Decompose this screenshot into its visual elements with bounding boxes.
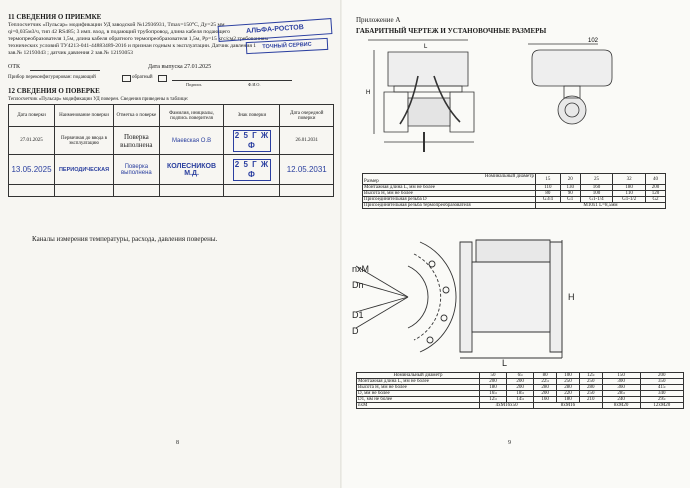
flange-label-nxm: nxM — [352, 264, 370, 274]
col-next-date: Дата очередной поверки — [280, 105, 334, 127]
row-label: Монтажная длина L, мм не более — [357, 379, 480, 385]
appendix-label: Приложение А — [356, 16, 401, 24]
cell: 200 — [507, 385, 534, 391]
row-label: Высота H, мм не более — [363, 191, 536, 197]
page-number: 9 — [508, 440, 511, 446]
cell: G1 — [560, 197, 580, 203]
flange-label-dn: Dn — [352, 280, 364, 290]
row-label: Присоединительная резьба термопреобразователя — [363, 203, 536, 209]
size-header: Размер — [363, 179, 536, 185]
company-stamp-secondary: ТОЧНЫЙ СЕРВИС — [246, 38, 329, 54]
verification-intro: Теплосчетчик «Пульсар» модификации УД поверен. Сведения приведены в таблице: — [8, 97, 189, 102]
cell: 90 — [560, 191, 580, 197]
cell: 240 — [602, 397, 640, 403]
cell-next-date: 26.01.2031 — [280, 127, 334, 155]
cell: 200 — [534, 391, 557, 397]
right-page — [342, 0, 690, 488]
dim-label-H2: H — [568, 292, 575, 302]
cell: 360 — [602, 385, 640, 391]
col-date: Дата поверки — [9, 105, 55, 127]
dn-cell: 125 — [579, 373, 602, 379]
signature-caption: Подпись — [186, 82, 202, 87]
table-row-empty — [9, 185, 334, 197]
acceptance-line: зав.№ 12193043 ; датчик давления 2 зав.№ 12193053 — [8, 50, 133, 56]
dn-cell: 32 — [613, 174, 646, 185]
drawing-title: ГАБАРИТНЫЙ ЧЕРТЕЖ И УСТАНОВОЧНЫЕ РАЗМЕРЫ — [356, 27, 547, 35]
cell: 280 — [557, 385, 580, 391]
dimensions-table-small — [362, 173, 666, 209]
cell: 8xM16 — [534, 403, 602, 409]
left-page — [0, 0, 342, 488]
cell-name: ПЕРИОДИЧЕСКАЯ — [55, 155, 114, 185]
cell: G2 — [646, 197, 666, 203]
cell: 130 — [560, 185, 580, 191]
cell: 8xM20 — [602, 403, 640, 409]
nominal-diameter-header: Номинальный диаметр — [363, 174, 536, 180]
cell: 4xM16x50 — [480, 403, 534, 409]
dim-label-H: H — [366, 90, 371, 96]
cell: 180 — [613, 185, 646, 191]
cell: 160 — [534, 397, 557, 403]
cell-mark: Поверка выполнена — [114, 127, 160, 155]
reconfigured-label: Прибор переконфигурирован: подающий — [8, 75, 96, 80]
section-12-title: 12 СВЕДЕНИЯ О ПОВЕРКЕ — [8, 87, 100, 95]
cell: 145 — [507, 397, 534, 403]
table-row — [9, 155, 334, 185]
signature-line — [30, 70, 100, 71]
cell: 285 — [602, 391, 640, 397]
cell: 200 — [646, 185, 666, 191]
page-number: 8 — [176, 440, 179, 446]
cell: 250 — [557, 379, 580, 385]
row-label: Присоединительная резьба D — [363, 197, 536, 203]
cell: 280 — [534, 385, 557, 391]
dn-cell: 200 — [640, 373, 683, 379]
dn-cell: 15 — [536, 174, 561, 185]
small-meter-drawing — [358, 36, 674, 160]
verification-mark: 2 5 Г Ж Ф — [234, 130, 270, 150]
dn-cell: 100 — [557, 373, 580, 379]
cell: 12xM20 — [640, 403, 683, 409]
flange-label-d: D — [352, 326, 359, 336]
cell: 415 — [640, 385, 683, 391]
cell-next-date: 12.05.2031 — [280, 155, 334, 185]
otk-label: ОТК — [8, 64, 20, 70]
cell: 295 — [640, 397, 683, 403]
cell: 165 — [480, 391, 507, 397]
dn-cell: 25 — [580, 174, 613, 185]
col-mark: Отметка о поверке — [114, 105, 160, 127]
cell: 280 — [579, 385, 602, 391]
cell-mark: Поверка выполнена — [114, 155, 160, 185]
cell: 180 — [480, 385, 507, 391]
col-name: Наименование поверки — [55, 105, 114, 127]
cell: G1-1/2 — [613, 197, 646, 203]
verification-header-row — [9, 105, 334, 127]
row-label: D, мм не более — [357, 391, 480, 397]
dn-cell: 65 — [507, 373, 534, 379]
row-label: Монтажная длина L, мм не более — [363, 185, 536, 191]
cell: 220 — [557, 391, 580, 397]
cell: M10x1 L=8,5мм — [536, 203, 666, 209]
cell-sign — [224, 127, 280, 155]
cell: G1-1/4 — [580, 197, 613, 203]
cell-verifier: КОЛЕСНИКОВ М.Д. — [159, 155, 224, 185]
row-label: Высота H, мм не более — [357, 385, 480, 391]
table-row — [363, 203, 666, 209]
cell-name: Первичная до ввода в эксплуатацию — [55, 127, 114, 155]
section-11-title: 11 СВЕДЕНИЯ О ПРИЕМКЕ — [8, 13, 102, 21]
verification-table — [8, 104, 334, 197]
cell: 110 — [536, 185, 561, 191]
cell: 160 — [580, 185, 613, 191]
cell: 120 — [646, 191, 666, 197]
cell-date: 27.01.2025 — [9, 127, 55, 155]
dim-label-width: 102 — [588, 38, 599, 44]
cell: 200 — [480, 379, 507, 385]
cell: 180 — [557, 397, 580, 403]
row-label: D1, мм не более — [357, 397, 480, 403]
cell-sign — [224, 155, 280, 185]
dn-cell: 40 — [646, 174, 666, 185]
nominal-diameter-header: Номинальный диаметр — [357, 373, 480, 379]
dimensions-table-large — [356, 372, 684, 409]
dn-cell: 50 — [480, 373, 507, 379]
acceptance-line: технических условий ТУ4213-041-44883489-2016 и признан годным к эксплуатации. Датчик давления 1 — [8, 43, 257, 49]
dn-cell: 150 — [602, 373, 640, 379]
table-row — [357, 403, 684, 409]
cell: 225 — [534, 379, 557, 385]
cell: 185 — [507, 391, 534, 397]
table-row — [9, 127, 334, 155]
acceptance-line: термопреобразователя 1,5м, длина кабеля обратного термопреобразователя 1,5м, Рр=15 кгс/см2 требованиям — [8, 36, 269, 42]
dim-label-L2: L — [502, 358, 508, 368]
reconfig-reverse-label: обратный — [132, 75, 153, 80]
cell: 250 — [579, 391, 602, 397]
cell: 300 — [602, 379, 640, 385]
cell: 200 — [507, 379, 534, 385]
dn-cell: 20 — [560, 174, 580, 185]
row-label: nxM — [357, 403, 480, 409]
reconfig-checkbox-return — [158, 75, 167, 82]
cell-verifier: Маевская О.В — [159, 127, 224, 155]
acceptance-line: qi=0,035м3/ч, тип 42 RS485; 3 имп. вход, в подающий трубопровод, длина кабеля подающего — [8, 29, 231, 35]
release-date: Дата выпуска 27.01.2025 — [148, 64, 212, 70]
cell: 110 — [613, 191, 646, 197]
company-stamp: АЛЬФА-РОСТОВ — [218, 18, 333, 42]
cell: 250 — [579, 379, 602, 385]
cell: 350 — [640, 379, 683, 385]
name-caption: Ф.И.О. — [248, 82, 261, 87]
channels-note: Каналы измерения температуры, расхода, давления поверены. — [32, 235, 218, 243]
acceptance-line: Теплосчетчик «Пульсар» модификации УД заводской №12936931, Тmax=150°С, Ду=25 мм — [8, 22, 225, 28]
flanged-meter-drawing — [350, 232, 680, 368]
dn-cell: 80 — [534, 373, 557, 379]
col-sign: Знак поверки — [224, 105, 280, 127]
reconfig-checkbox-supply — [122, 75, 131, 82]
dim-label-L: L — [424, 44, 428, 50]
cell-date: 13.05.2025 — [9, 155, 55, 185]
cell: 210 — [579, 397, 602, 403]
cell: 100 — [580, 191, 613, 197]
verification-mark: 2 5 Г Ж Ф — [234, 159, 270, 179]
cell: 125 — [480, 397, 507, 403]
cell: 80 — [536, 191, 561, 197]
cell: 340 — [640, 391, 683, 397]
col-verifier: Фамилия, инициалы, подпись поверителя — [159, 105, 224, 127]
cell: G3/4 — [536, 197, 561, 203]
flange-label-d1: D1 — [352, 310, 364, 320]
